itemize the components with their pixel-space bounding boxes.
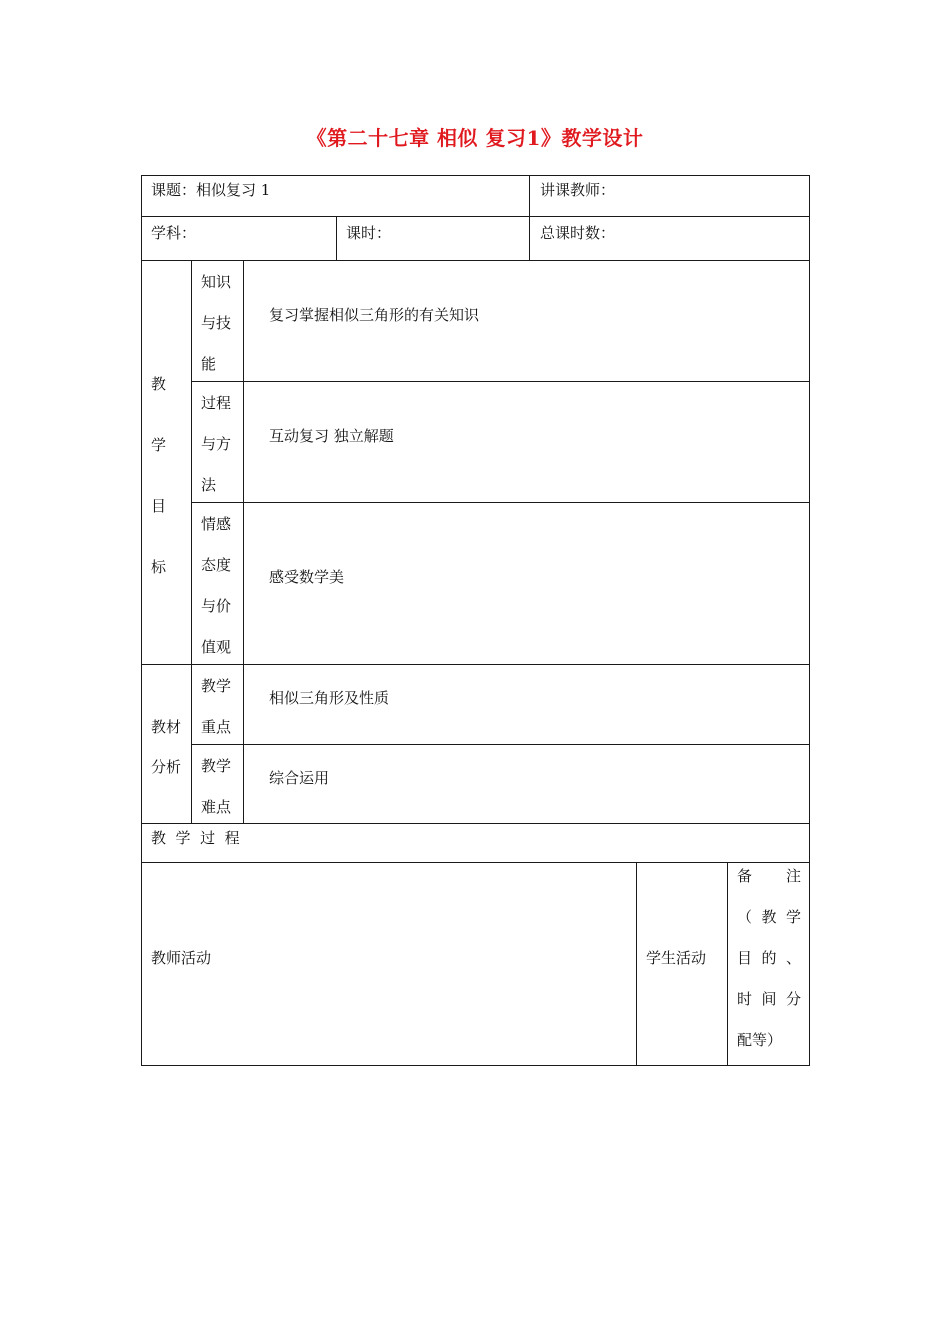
remark-label: 备 注 （教学 目的、 时间分 配等） — [737, 867, 801, 1049]
objective-content-attitude: 感受数学美 — [269, 568, 345, 586]
table-rule — [141, 862, 810, 863]
table-rule — [243, 260, 244, 824]
table-border-top — [141, 175, 810, 176]
topic-cell: 课题：相似复习 1 — [151, 181, 271, 199]
table-rule — [141, 216, 810, 217]
objective-label-knowledge: 知识 与技 能 — [201, 273, 232, 373]
table-rule — [529, 175, 530, 261]
table-rule — [191, 260, 192, 824]
table-rule — [191, 381, 810, 382]
analysis-content-key-point: 相似三角形及性质 — [269, 689, 390, 707]
table-rule — [141, 664, 810, 665]
analysis-content-difficulty: 综合运用 — [269, 769, 330, 787]
table-border-right — [809, 175, 810, 1066]
analysis-label-difficulty: 教学 难点 — [201, 757, 232, 816]
analysis-label-key-point: 教学 重点 — [201, 677, 232, 736]
total-periods-cell: 总课时数： — [540, 224, 616, 242]
table-rule — [727, 862, 728, 1066]
period-cell: 课时： — [346, 224, 392, 242]
document-title: 《第二十七章 相似 复习1》教学设计 — [306, 126, 644, 150]
teacher-activity-label: 教师活动 — [151, 949, 212, 967]
table-rule — [191, 502, 810, 503]
table-rule — [191, 744, 810, 745]
analysis-group-label: 教材 分析 — [151, 718, 182, 776]
objective-content-knowledge: 复习掌握相似三角形的有关知识 — [269, 306, 480, 324]
table-border-left — [141, 175, 142, 1066]
table-rule — [141, 823, 810, 824]
table-rule — [336, 216, 337, 261]
student-activity-label: 学生活动 — [646, 949, 707, 967]
table-rule — [636, 862, 637, 1066]
objective-content-process: 互动复习 独立解题 — [269, 427, 394, 445]
subject-cell: 学科： — [151, 224, 197, 242]
table-border-bottom — [141, 1065, 810, 1066]
objective-label-process: 过程 与方 法 — [201, 394, 232, 494]
objective-label-attitude: 情感 态度 与价 值观 — [201, 515, 232, 656]
process-header: 教 学 过 程 — [151, 829, 240, 847]
objectives-group-label: 教 学 目 标 — [151, 375, 167, 576]
teacher-cell: 讲课教师： — [540, 181, 616, 199]
table-rule — [141, 260, 810, 261]
